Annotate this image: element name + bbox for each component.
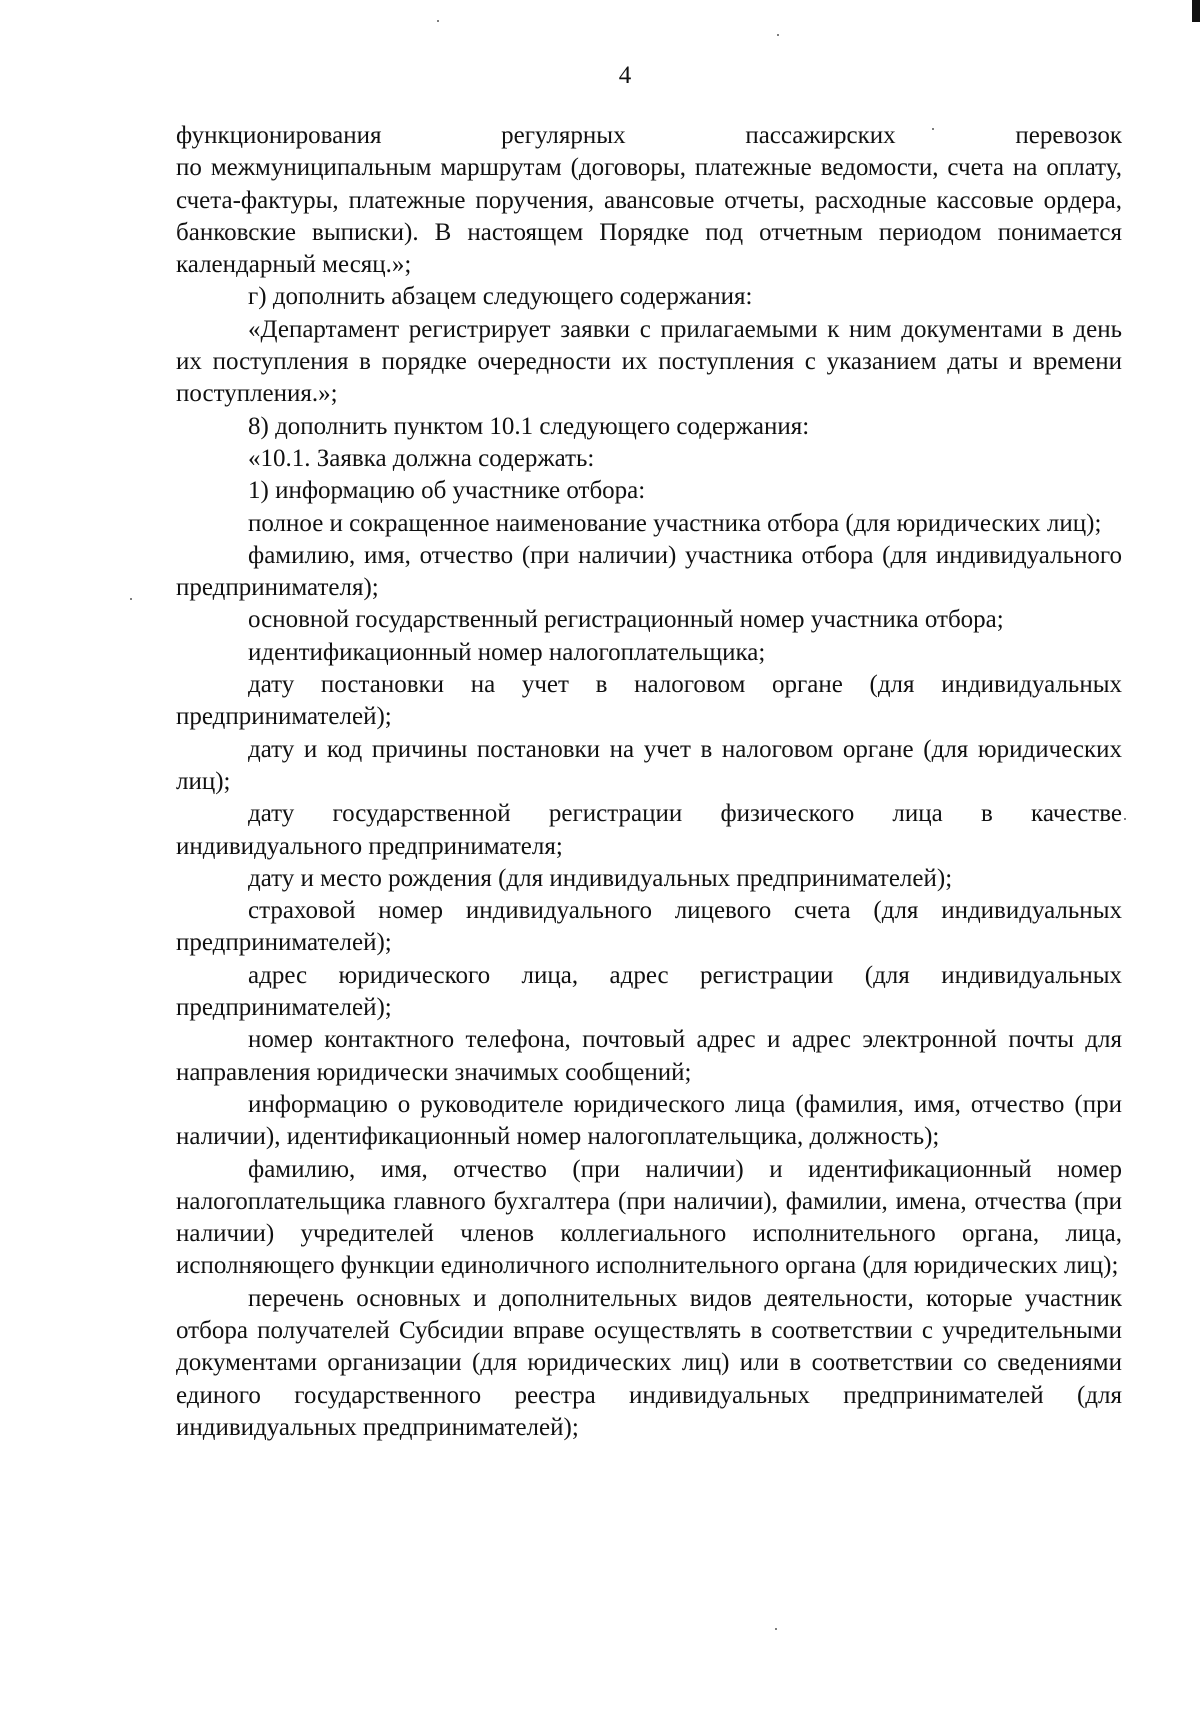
paragraph: 1) информацию об участнике отбора: bbox=[248, 477, 646, 505]
paragraph: адрес юридического лица, адрес регистрации (для индивидуальных предпринимателей); bbox=[176, 961, 1122, 1022]
page-number: 4 bbox=[618, 62, 632, 89]
document-body bbox=[176, 120, 1122, 1444]
paragraph: перечень основных и дополнительных видов деятельности, которые участник отбора получателей Субсидии вправе осуществлять в соответствии с учредительными документами организации (для юридических лиц) или в соответствии со сведениями единого государственного реестра индивидуальных предпринимателей (для индивидуальных предпринимателей); bbox=[176, 1284, 1122, 1441]
paragraph: 8) дополнить пунктом 10.1 следующего содержания: bbox=[248, 412, 810, 440]
paragraph: «Департамент регистрирует заявки с прилагаемыми к ним документами в день их поступления в порядке очередности их поступления с указанием даты и времени поступления.»; bbox=[176, 315, 1122, 408]
paragraph: полное и сокращенное наименование участника отбора (для юридических лиц); bbox=[248, 509, 1102, 537]
scan-speck bbox=[1124, 818, 1126, 820]
paragraph: функционирования регулярных пассажирских перевозок bbox=[176, 122, 1122, 149]
paragraph: дату и код причины постановки на учет в налоговом органе (для юридических лиц); bbox=[176, 735, 1122, 795]
paragraph: номер контактного телефона, почтовый адрес и адрес электронной почты для направления юридически значимых сообщений; bbox=[176, 1026, 1122, 1086]
paragraph: дату государственной регистрации физического лица в качестве индивидуального предпринимателя; bbox=[176, 800, 1122, 860]
paragraph: по межмуниципальным маршрутам (договоры, платежные ведомости, счета на оплату, счета-фактуры, платежные поручения, авансовые отчеты, расходные кассовые ордера, банковские выписки). В настоящем Порядке под отчетным периодом понимается календарный месяц.»; bbox=[176, 154, 1122, 279]
paragraph: «10.1. Заявка должна содержать: bbox=[248, 444, 595, 472]
paragraph: фамилию, имя, отчество (при наличии) участника отбора (для индивидуального предпринимателя); bbox=[176, 541, 1122, 602]
paragraph: дату и место рождения (для индивидуальных предпринимателей); bbox=[248, 864, 953, 892]
paragraph: страховой номер индивидуального лицевого счета (для индивидуальных предпринимателей); bbox=[176, 897, 1122, 957]
scan-speck bbox=[777, 34, 779, 36]
paragraph: дату постановки на учет в налоговом органе (для индивидуальных предпринимателей); bbox=[176, 671, 1122, 731]
scan-corner-mark bbox=[1192, 0, 1200, 22]
paragraph: г) дополнить абзацем следующего содержания: bbox=[248, 283, 753, 311]
paragraph: фамилию, имя, отчество (при наличии) и идентификационный номер налогоплательщика главного бухгалтера (при наличии), фамилии, имена, отчества (при наличии) учредителей членов коллегиального исполнительного органа, лица, исполняющего функции единоличного исполнительного органа (для юридических лиц); bbox=[176, 1155, 1122, 1280]
scan-speck bbox=[437, 20, 439, 22]
paragraph: основной государственный регистрационный номер участника отбора; bbox=[248, 606, 1004, 634]
scan-speck bbox=[130, 598, 132, 600]
paragraph: информацию о руководителе юридического лица (фамилия, имя, отчество (при наличии), идентификационный номер налогоплательщика, должность); bbox=[176, 1090, 1122, 1151]
paragraph: идентификационный номер налогоплательщика; bbox=[248, 638, 766, 666]
scan-speck bbox=[775, 1628, 777, 1630]
